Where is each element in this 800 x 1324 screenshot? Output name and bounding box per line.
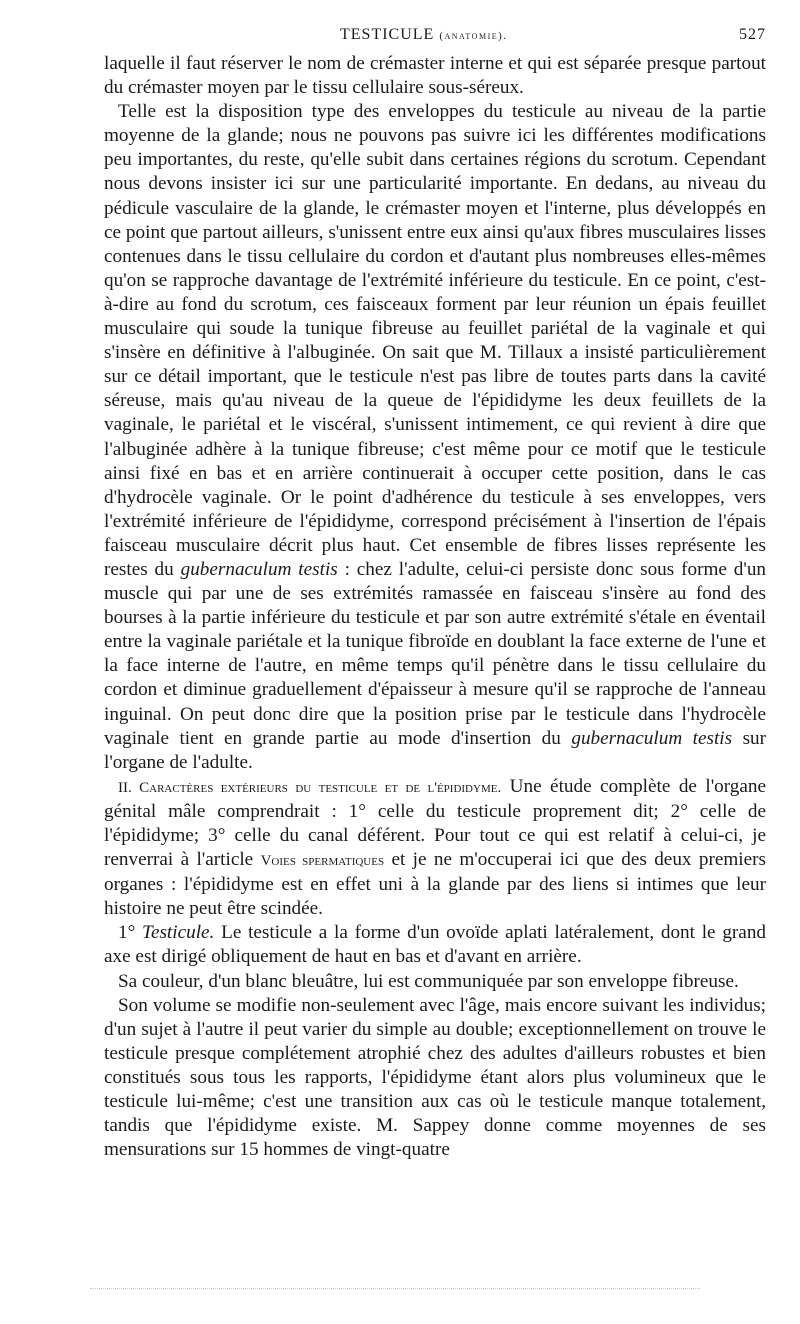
italic-term: gubernaculum testis: [180, 558, 338, 580]
scan-noise-line: [90, 1288, 700, 1291]
paragraph-continuation: laquelle il faut réserver le nom de crémaster interne et qui est séparée presque partout du crémaster moyen par le tissu cellulaire sous-séreux.: [104, 53, 766, 99]
page-number: 527: [739, 26, 766, 43]
body-text: [104, 52, 766, 1162]
paragraph-testicule: [104, 921, 766, 969]
header-title-text: TESTICULE: [340, 26, 435, 43]
paragraph-section-ii: [104, 775, 766, 922]
running-header: [104, 26, 766, 52]
italic-term: gubernaculum testis: [571, 727, 733, 749]
paragraph-couleur: Sa couleur, d'un blanc bleuâtre, lui est communiquée par son enveloppe fibreuse.: [118, 970, 739, 992]
book-page: [104, 26, 766, 1162]
paragraph-text: sur l'organe de l'adulte.: [104, 727, 767, 773]
paragraph-text: : chez l'adulte, celui-ci persiste donc sous forme d'un muscle qui par une de ses extrémités ramassée en faisceau s'insère au fond des bourses à la partie inférieure du testicule et par son autre extrémité s'étale en éventail entre la vaginale pariétale et la tunique fibroïde en doublant la face externe de l'une et la face interne de l'autre, en même temps qu'il pénètre dans le tissu cellulaire du cordon et diminue graduellement d'épaisseur à mesure qu'il se rapproche de l'anneau inguinal. On peut donc dire que la position prise par le testicule dans l'hydrocèle vaginale tient en grande partie au mode d'insertion du: [104, 558, 767, 749]
paragraph-text: Une étude complète de l'organe génital mâle comprendrait : 1° celle du testicule proprement dit; 2° celle de l'épididyme; 3° celle du canal déférent. Pour tout ce qui est relatif à celui-ci, je renverrai à l'article: [104, 775, 767, 871]
subsection-heading: Testicule.: [142, 922, 215, 944]
paragraph-enveloppes: [104, 100, 766, 775]
header-subtitle: (anatomie).: [439, 30, 508, 42]
section-heading: II. Caractères extérieurs du testicule et de l'épididyme.: [118, 779, 502, 796]
paragraph-volume: Son volume se modifie non-seulement avec l'âge, mais encore suivant les individus; d'un sujet à l'autre il peut varier du simple au double; exceptionnellement on trouve le testicule presque complétement atrophié chez des adultes d'ailleurs robustes et bien constitués sous tous les rapports, l'épididyme étant alors plus volumineux que le testicule lui-même; c'est une transition aux cas où le testicule manque totalement, tandis que l'épididyme existe. M. Sappey donne comme moyennes de ses mensurations sur 15 hommes de vingt-quatre: [104, 994, 766, 1161]
subsection-number: 1°: [118, 922, 136, 944]
cross-reference: Voies spermatiques: [260, 853, 385, 870]
paragraph-text: et je ne m'occuperai ici que des deux premiers organes : l'épididyme est en effet uni à la glande par des liens si intimes que leur histoire ne peut être scindée.: [104, 849, 767, 920]
paragraph-text: Telle est la disposition type des enveloppes du testicule au niveau de la partie moyenne de la glande; nous ne pouvons pas suivre ici les différentes modifications peu importantes, du reste, qu'elle subit dans certaines régions du scrotum. Cependant nous devons insister ici sur une particularité importante. En dedans, au niveau du pédicule vasculaire de la glande, le crémaster moyen et l'interne, plus développés en ce point que partout ailleurs, s'unissent entre eux ainsi qu'aux fibres musculaires lisses contenues dans le tissu cellulaire du cordon et d'autant plus nombreuses elles-mêmes qu'on se rapproche davantage de l'extrémité inférieure du testicule. En ce point, c'est-à-dire au fond du scrotum, ces faisceaux forment par leur réunion un épais feuillet musculaire qui soude la tunique fibreuse au feuillet pariétal de la vaginale et qui s'insère en définitive à l'albuginée. On sait que M. Tillaux a insisté particulièrement sur ce détail important, que le testicule n'est pas libre de toutes parts dans la cavité séreuse, mais qu'au niveau de la queue de l'épididyme les deux feuillets de la vaginale, le pariétal et le viscéral, s'unissent intimement, ce qui revient à dire que l'albuginée adhère à la tunique fibreuse; c'est même pour ce motif que le testicule ainsi fixé en bas et en arrière continuerait à occuper cette position, dans le cas d'hydrocèle vaginale. Or le point d'adhérence du testicule à ses enveloppes, vers l'extrémité inférieure de l'épididyme, correspond précisément à l'insertion de l'épais faisceau musculaire décrit plus haut. Cet ensemble de fibres lisses représente les restes du: [104, 101, 766, 580]
header-title: [340, 26, 508, 44]
paragraph-text: Le testicule a la forme d'un ovoïde aplati latéralement, dont le grand axe est dirigé obliquement de haut en bas et d'avant en arrière.: [104, 922, 767, 968]
